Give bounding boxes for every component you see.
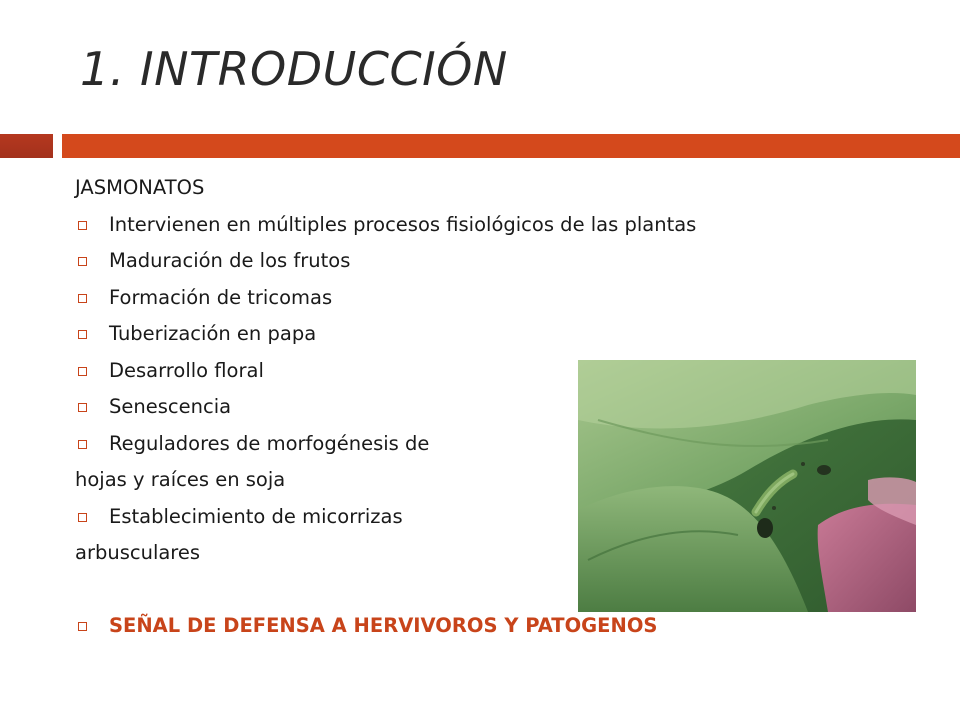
bullet-item [75,207,935,244]
title-accent-bar-left [0,134,53,158]
square-bullet-icon [78,513,87,522]
bullet-text: Senescencia [109,395,232,418]
square-bullet-icon [78,330,87,339]
square-bullet-icon [78,440,87,449]
bullet-text: Maduración de los frutos [109,249,351,272]
square-bullet-icon [78,403,87,412]
bullet-text: Intervienen en múltiples procesos fisiológicos de las plantas [109,212,697,236]
square-bullet-icon [78,257,87,266]
square-bullet-icon [78,367,87,376]
leaf-caterpillar-photo [578,360,916,612]
bullet-continuation: hojas y raíces en soja [75,468,286,491]
square-bullet-icon [78,294,87,303]
bullet-item-emphasis [75,608,935,645]
leaf-spot [801,462,805,466]
bullet-text: Tuberización en papa [109,322,317,345]
bullet-continuation: arbusculares [75,541,201,564]
slide-title: 1. INTRODUCCIÓN [80,42,508,96]
bullet-item [75,243,935,280]
square-bullet-icon [78,622,87,631]
leaf-photo-illustration [578,360,916,612]
emphasis-text: SEÑAL DE DEFENSA A HERVIVOROS Y PATOGENOS [109,614,658,637]
bullet-item [75,280,935,317]
section-heading: JASMONATOS [75,176,205,199]
bullet-text: Formación de tricomas [109,285,333,309]
bullet-text: Reguladores de morfogénesis de [109,431,430,455]
leaf-hole [757,518,773,538]
square-bullet-icon [78,221,87,230]
title-accent-bar [62,134,960,158]
pink-stem [818,504,916,612]
bullet-item [75,316,935,353]
leaf-spot [772,506,776,510]
bullet-text: Establecimiento de micorrizas [109,504,403,528]
bullet-text: Desarrollo floral [109,358,264,382]
leaf-hole [817,465,831,475]
